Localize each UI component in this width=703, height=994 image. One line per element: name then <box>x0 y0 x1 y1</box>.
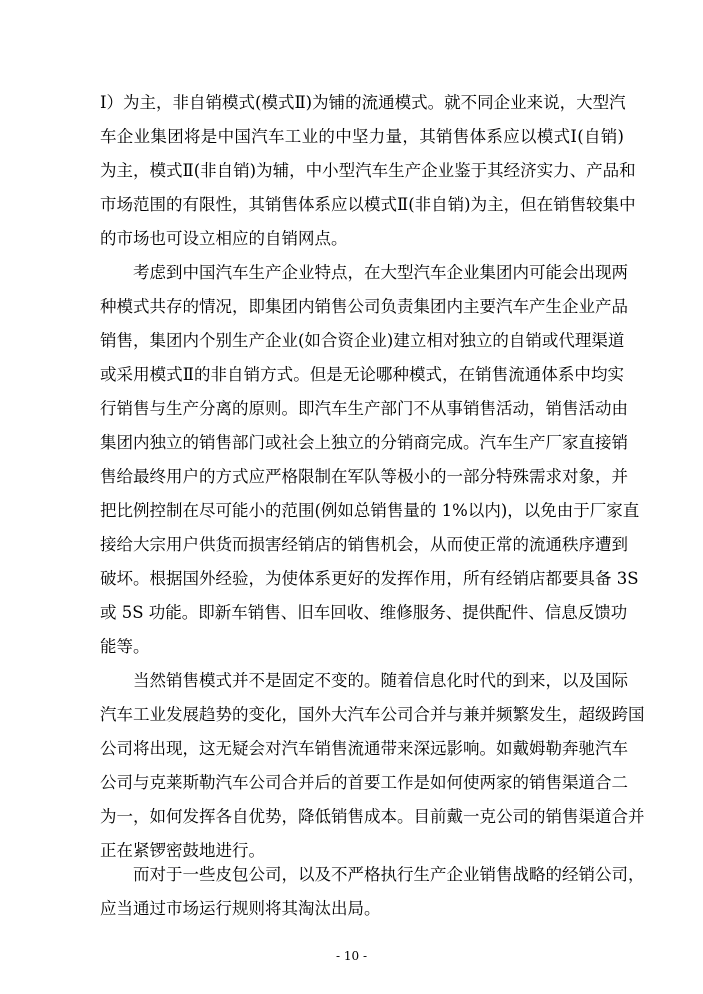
paragraph-1-line-5: 的市场也可设立相应的自销网点。 <box>100 229 348 248</box>
paragraph-2-line-11: 或 5S 功能。即新车销售、旧车回收、维修服务、提供配件、信息反馈功 <box>100 603 628 622</box>
paragraph-2-line-12: 能等。 <box>100 637 150 656</box>
paragraph-2-line-3: 销售，集团内个别生产企业(如合资企业)建立相对独立的自销或代理渠道 <box>100 331 625 350</box>
paragraph-2-line-6: 集团内独立的销售部门或社会上独立的分销商完成。汽车生产厂家直接销 <box>100 433 628 452</box>
paragraph-1-line-1: Ⅰ）为主，非自销模式(模式Ⅱ)为铺的流通模式。就不同企业来说，大型汽 <box>100 93 626 112</box>
paragraph-2-line-4: 或采用模式Ⅱ的非自销方式。但是无论哪种模式，在销售流通体系中均实 <box>100 365 624 384</box>
paragraph-4-line-2: 应当通过市场运行规则将其淘汰出局。 <box>100 899 381 918</box>
paragraph-1-line-2: 车企业集团将是中国汽车工业的中坚力量，其销售体系应以模式Ⅰ(自销) <box>100 127 624 146</box>
page-number: - 10 - <box>335 949 367 963</box>
paragraph-3-line-3: 公司将出现，这无疑会对汽车销售流通带来深远影响。如戴姆勒奔驰汽车 <box>100 739 628 758</box>
paragraph-3-line-1: 当然销售模式并不是固定不变的。随着信息化时代的到来，以及国际 <box>133 671 628 690</box>
paragraph-2-line-5: 行销售与生产分离的原则。即汽车生产部门不从事销售活动，销售活动由 <box>100 399 628 418</box>
paragraph-2-line-8: 把比例控制在尽可能小的范围(例如总销售量的 1%以内)，以免由于厂家直 <box>100 501 640 520</box>
paragraph-3-line-2: 汽车工业发展趋势的变化，国外大汽车公司合并与兼并频繁发生，超级跨国 <box>100 705 645 724</box>
paragraph-2-line-7: 售给最终用户的方式应严格限制在军队等极小的一部分特殊需求对象，并 <box>100 467 628 486</box>
paragraph-1-line-4: 市场范围的有限性，其销售体系应以模式Ⅱ(非自销)为主，但在销售较集中 <box>100 195 636 214</box>
paragraph-3-line-6: 正在紧锣密鼓地进行。 <box>100 841 265 860</box>
paragraph-2-line-2: 种模式共存的情况，即集团内销售公司负责集团内主要汽车产生企业产品 <box>100 297 628 316</box>
paragraph-1-line-3: 为主，模式Ⅱ(非自销)为辅，中小型汽车生产企业鉴于其经济实力、产品和 <box>100 161 636 180</box>
paragraph-3-line-5: 为一，如何发挥各自优势，降低销售成本。目前戴一克公司的销售渠道合并 <box>100 807 645 826</box>
paragraph-2-line-1: 考虑到中国汽车生产企业特点，在大型汽车企业集团内可能会出现两 <box>133 263 628 282</box>
paragraph-2-line-9: 接给大宗用户供货而损害经销店的销售机会，从而使正常的流通秩序遭到 <box>100 535 628 554</box>
paragraph-4-line-1: 而对于一些皮包公司，以及不严格执行生产企业销售战略的经销公司， <box>133 865 645 884</box>
paragraph-3-line-4: 公司与克莱斯勒汽车公司合并后的首要工作是如何使两家的销售渠道合二 <box>100 773 628 792</box>
paragraph-2-line-10: 破坏。根据国外经验，为使体系更好的发挥作用，所有经销店都要具备 3S <box>100 569 639 588</box>
